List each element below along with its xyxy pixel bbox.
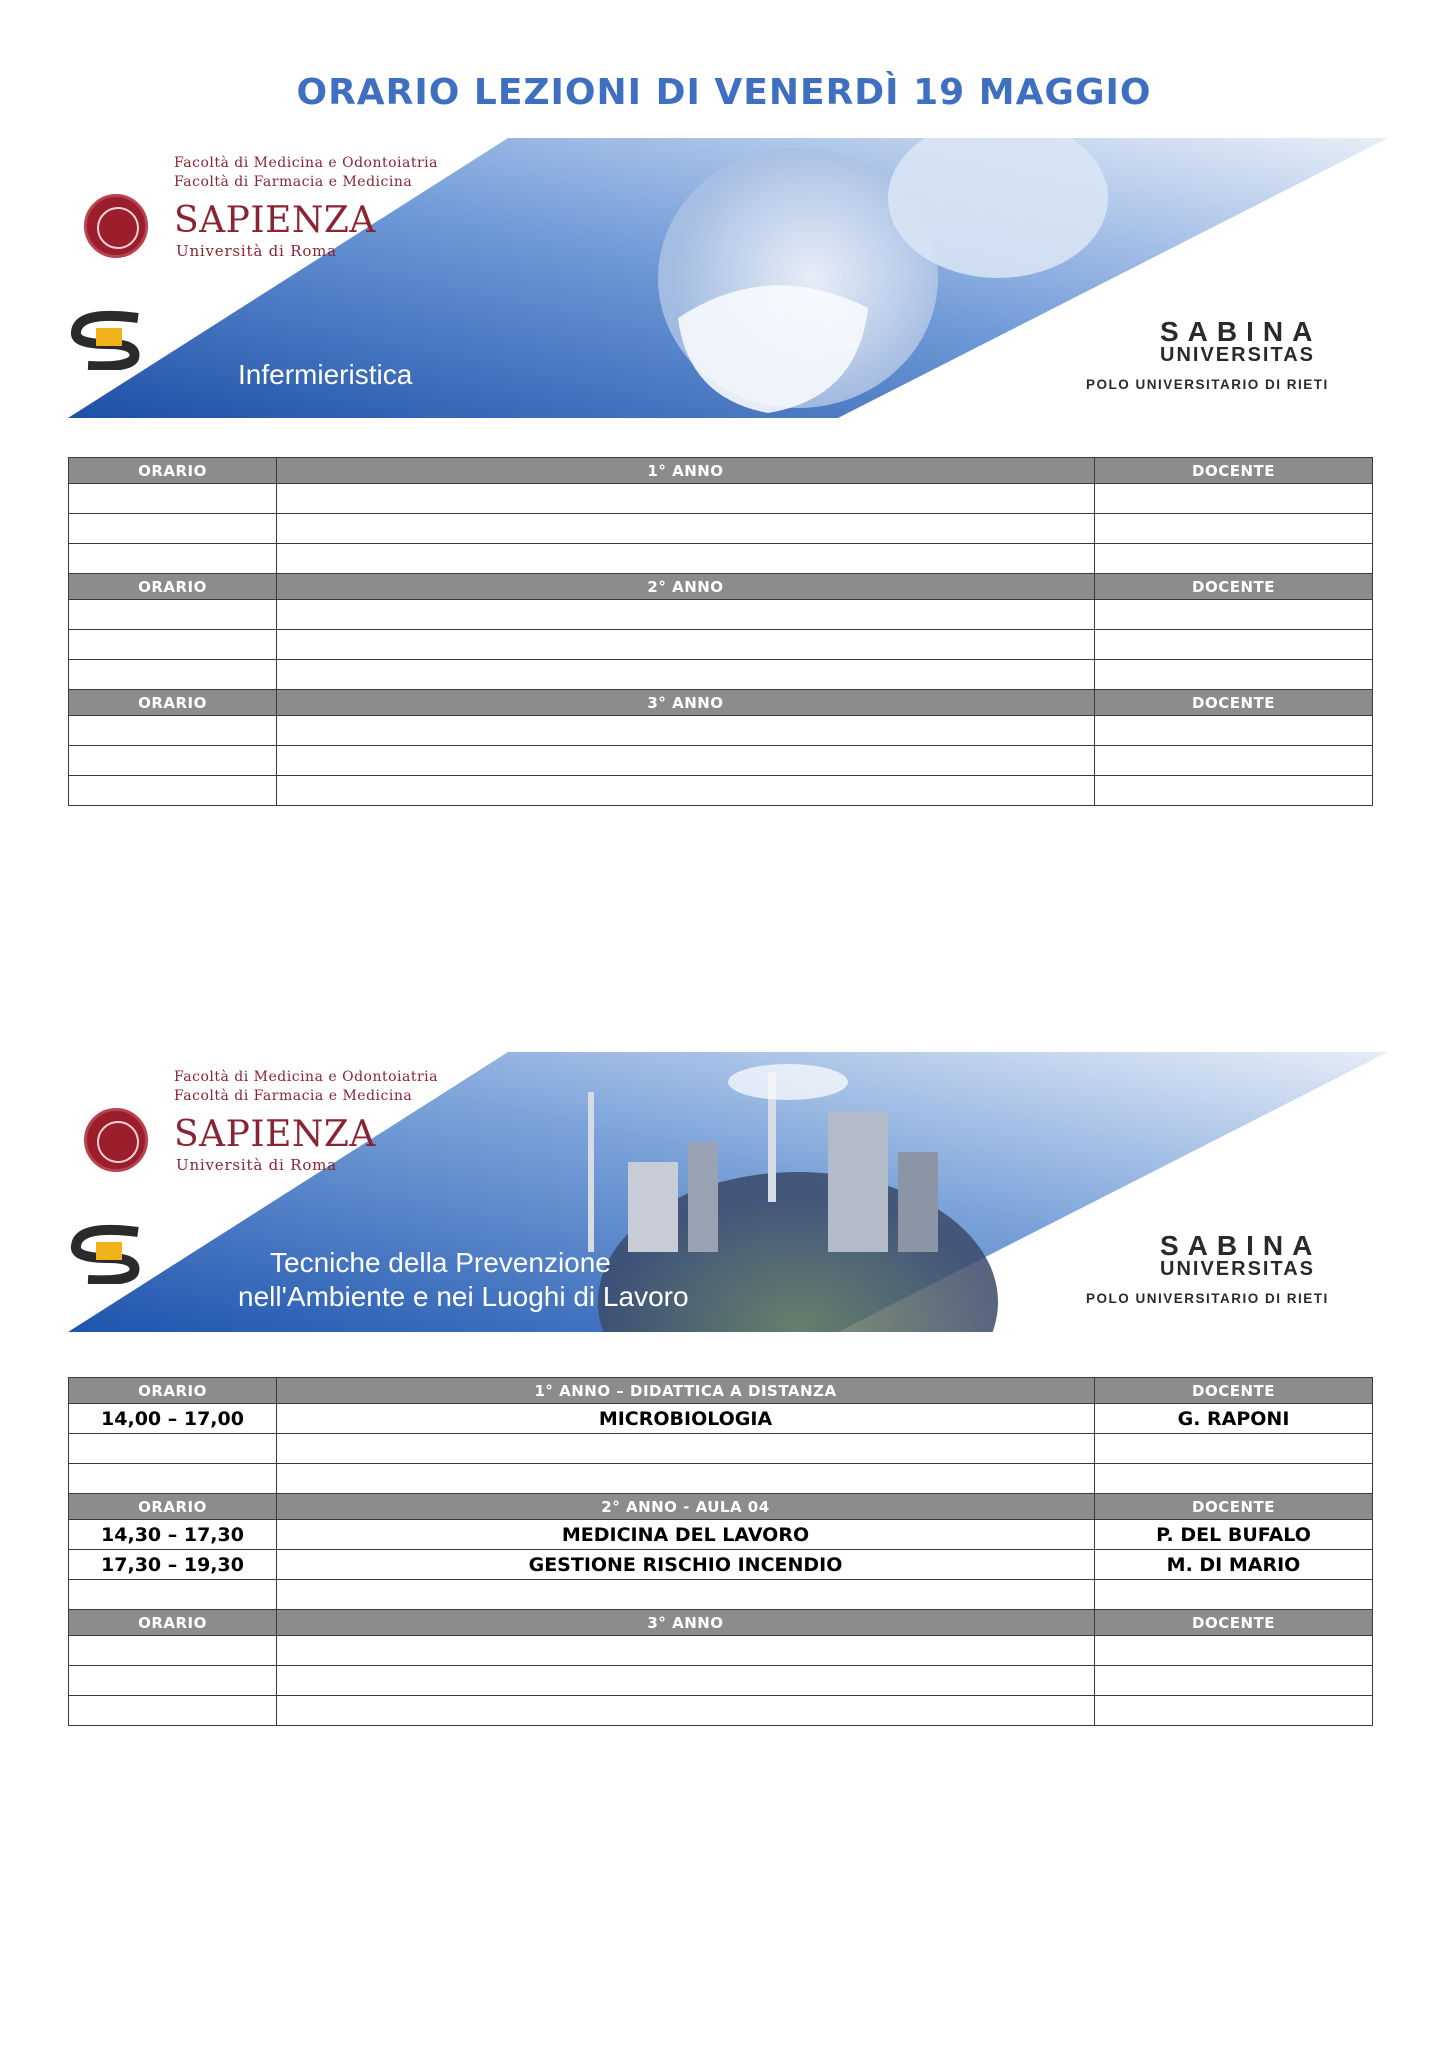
cell-docente <box>1095 630 1373 660</box>
header-docente: DOCENTE <box>1095 690 1373 716</box>
header-row <box>69 1610 1373 1636</box>
header-orario: ORARIO <box>69 458 277 484</box>
cell-orario <box>69 600 277 630</box>
cell-lezione: GESTIONE RISCHIO INCENDIO <box>277 1550 1095 1580</box>
cell-orario <box>69 544 277 574</box>
cell-orario <box>69 484 277 514</box>
cell-orario <box>69 630 277 660</box>
cell-lezione <box>277 630 1095 660</box>
cell-docente: P. DEL BUFALO <box>1095 1520 1373 1550</box>
table-row <box>69 600 1373 630</box>
cell-orario <box>69 746 277 776</box>
cell-lezione <box>277 660 1095 690</box>
cell-docente: M. DI MARIO <box>1095 1550 1373 1580</box>
cell-docente <box>1095 1580 1373 1610</box>
header-docente: DOCENTE <box>1095 1494 1373 1520</box>
table-row <box>69 1434 1373 1464</box>
cell-docente <box>1095 1636 1373 1666</box>
course-title-line-2: nell'Ambiente e nei Luoghi di Lavoro <box>238 1281 689 1312</box>
cell-docente <box>1095 484 1373 514</box>
table-row <box>69 514 1373 544</box>
cell-orario <box>69 514 277 544</box>
header-orario: ORARIO <box>69 1494 277 1520</box>
schedule-table-prevenzione <box>68 1377 1373 1726</box>
schedule-table-infermieristica <box>68 457 1373 806</box>
cell-docente <box>1095 1696 1373 1726</box>
faculty-line-1: Facoltà di Medicina e Odontoiatria <box>174 155 439 171</box>
table-row <box>69 1580 1373 1610</box>
partner-name: SABINA <box>1160 316 1322 347</box>
cell-orario: 14,30 – 17,30 <box>69 1520 277 1550</box>
table-row <box>69 1696 1373 1726</box>
cell-lezione <box>277 1434 1095 1464</box>
header-orario: ORARIO <box>69 1610 277 1636</box>
university-city: Università di Roma <box>176 1156 337 1174</box>
cell-lezione <box>277 1666 1095 1696</box>
header-orario: ORARIO <box>69 574 277 600</box>
header-year: 3° ANNO <box>277 1610 1095 1636</box>
header-docente: DOCENTE <box>1095 1610 1373 1636</box>
table-row <box>69 1636 1373 1666</box>
cell-orario <box>69 660 277 690</box>
sapienza-seal-icon <box>84 1108 148 1172</box>
cell-orario <box>69 1434 277 1464</box>
cell-docente <box>1095 514 1373 544</box>
university-name: SAPIENZA <box>174 200 376 241</box>
faculty-line-1: Facoltà di Medicina e Odontoiatria <box>174 1069 439 1085</box>
partner-tagline: POLO UNIVERSITARIO DI RIETI <box>1086 377 1329 392</box>
cell-orario: 17,30 – 19,30 <box>69 1550 277 1580</box>
sabina-logo-icon <box>68 310 358 370</box>
course-title-line-1: Infermieristica <box>238 359 413 390</box>
faculty-line-2: Facoltà di Farmacia e Medicina <box>174 174 413 190</box>
header-year: 3° ANNO <box>277 690 1095 716</box>
cell-lezione <box>277 1696 1095 1726</box>
table-row <box>69 1520 1373 1550</box>
cell-lezione <box>277 776 1095 806</box>
cell-lezione <box>277 600 1095 630</box>
cell-lezione <box>277 1580 1095 1610</box>
table-row <box>69 1404 1373 1434</box>
header-year: 2° ANNO - AULA 04 <box>277 1494 1095 1520</box>
banner-infermieristica <box>68 138 1388 418</box>
header-docente: DOCENTE <box>1095 574 1373 600</box>
cell-docente: G. RAPONI <box>1095 1404 1373 1434</box>
cell-lezione: MICROBIOLOGIA <box>277 1404 1095 1434</box>
cell-orario <box>69 1580 277 1610</box>
cell-orario <box>69 1696 277 1726</box>
table-row <box>69 544 1373 574</box>
table-row <box>69 1666 1373 1696</box>
cell-orario <box>69 776 277 806</box>
partner-name-2: UNIVERSITAS <box>1160 344 1315 366</box>
cell-orario <box>69 1636 277 1666</box>
sapienza-seal-icon <box>84 194 148 258</box>
cell-docente <box>1095 544 1373 574</box>
table-row <box>69 1464 1373 1494</box>
table-row <box>69 746 1373 776</box>
header-year: 2° ANNO <box>277 574 1095 600</box>
cell-orario <box>69 716 277 746</box>
cell-docente <box>1095 746 1373 776</box>
header-row <box>69 690 1373 716</box>
header-row <box>69 458 1373 484</box>
table-row <box>69 660 1373 690</box>
cell-docente <box>1095 1666 1373 1696</box>
header-year: 1° ANNO – DIDATTICA A DISTANZA <box>277 1378 1095 1404</box>
cell-orario <box>69 1666 277 1696</box>
cell-docente <box>1095 660 1373 690</box>
table-row <box>69 776 1373 806</box>
partner-name-2: UNIVERSITAS <box>1160 1258 1315 1280</box>
cell-docente <box>1095 600 1373 630</box>
banner-prevenzione <box>68 1052 1388 1332</box>
table-row <box>69 716 1373 746</box>
cell-lezione: MEDICINA DEL LAVORO <box>277 1520 1095 1550</box>
cell-lezione <box>277 746 1095 776</box>
table-row <box>69 484 1373 514</box>
header-year: 1° ANNO <box>277 458 1095 484</box>
university-name: SAPIENZA <box>174 1114 376 1155</box>
cell-lezione <box>277 514 1095 544</box>
cell-orario <box>69 1464 277 1494</box>
faculty-line-2: Facoltà di Farmacia e Medicina <box>174 1088 413 1104</box>
header-row <box>69 1494 1373 1520</box>
cell-lezione <box>277 1636 1095 1666</box>
cell-lezione <box>277 484 1095 514</box>
table-row <box>69 630 1373 660</box>
sabina-logo-icon <box>68 1224 358 1284</box>
university-city: Università di Roma <box>176 242 337 260</box>
header-docente: DOCENTE <box>1095 458 1373 484</box>
cell-lezione <box>277 716 1095 746</box>
header-row <box>69 574 1373 600</box>
cell-docente <box>1095 716 1373 746</box>
cell-orario: 14,00 – 17,00 <box>69 1404 277 1434</box>
page-title: ORARIO LEZIONI DI VENERDÌ 19 MAGGIO <box>296 72 1152 113</box>
cell-docente <box>1095 1464 1373 1494</box>
header-row <box>69 1378 1373 1404</box>
cell-lezione <box>277 544 1095 574</box>
partner-tagline: POLO UNIVERSITARIO DI RIETI <box>1086 1291 1329 1306</box>
header-orario: ORARIO <box>69 1378 277 1404</box>
partner-name: SABINA <box>1160 1230 1322 1261</box>
header-docente: DOCENTE <box>1095 1378 1373 1404</box>
course-title-line-1: Tecniche della Prevenzione <box>270 1247 611 1278</box>
cell-lezione <box>277 1464 1095 1494</box>
cell-docente <box>1095 1434 1373 1464</box>
header-orario: ORARIO <box>69 690 277 716</box>
table-row <box>69 1550 1373 1580</box>
cell-docente <box>1095 776 1373 806</box>
